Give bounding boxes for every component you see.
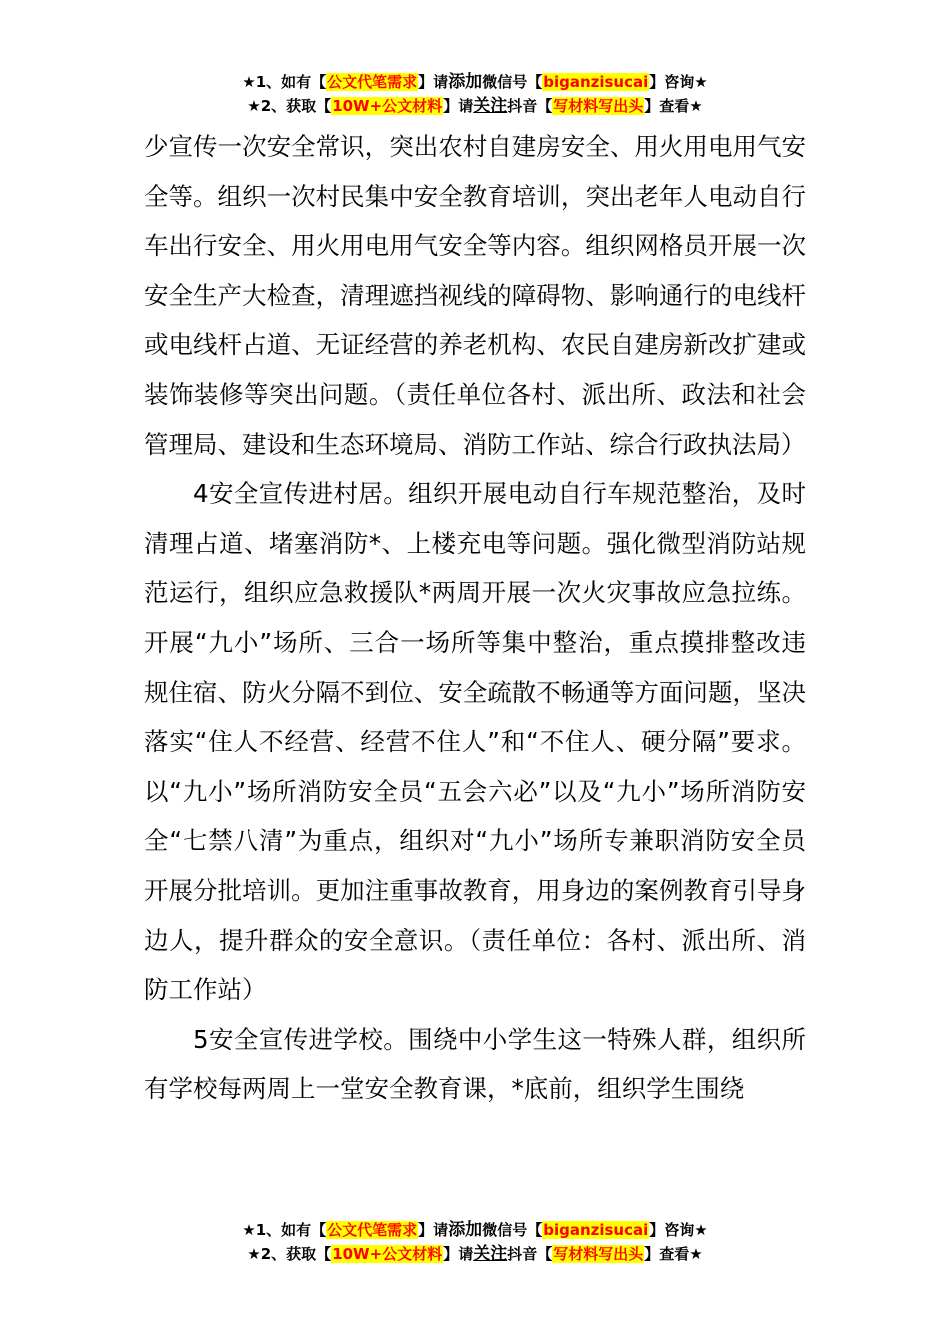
banner-text: 】查看★: [644, 97, 703, 115]
banner-text: 微信号【: [482, 73, 543, 91]
banner-text: ★2、获取【: [247, 1245, 332, 1263]
banner-highlight-service: 公文代笔需求: [327, 1221, 418, 1239]
banner-text: 微信号【: [482, 1221, 543, 1239]
banner-text: 】查看★: [644, 1245, 703, 1263]
banner-wechat-id: biganzisucai: [543, 1221, 649, 1239]
banner-douyin-account: 写材料写出头: [553, 1245, 644, 1263]
banner-text: ★1、如有【: [242, 1221, 327, 1239]
banner-text: 】请: [443, 97, 474, 115]
header-banner-line-1: [0, 70, 950, 94]
footer-banner-line-1: [0, 1218, 950, 1242]
header-banner: [0, 70, 950, 118]
banner-highlight-materials: 10W+公文材料: [332, 97, 443, 115]
banner-text: 】咨询★: [649, 73, 708, 91]
banner-emphasis: 添加: [448, 1220, 483, 1240]
paragraph-item-4: 4安全宣传进村居。组织开展电动自行车规范整治，及时清理占道、堵塞消防*、上楼充电等问题。强化微型消防站规范运行，组织应急救援队*两周开展一次火灾事故应急拉练。开展“九小”场所、三合一场所等集中整治，重点摸排整改违规住宿、防火分隔不到位、安全疏散不畅通等方面问题，坚决落实“住人不经营、经营不住人”和“不住人、硬分隔”要求。以“九小”场所消防安全员“五会六必”以及“九小”场所消防安全“七禁八清”为重点，组织对“九小”场所专兼职消防安全员开展分批培训。更加注重事故教育，用身边的案例教育引导身边人，提升群众的安全意识。（责任单位：各村、派出所、消防工作站）: [144, 479, 806, 1005]
banner-text: 】请: [443, 1245, 474, 1263]
banner-text: 抖音【: [507, 97, 553, 115]
paragraph-continued: 少宣传一次安全常识，突出农村自建房安全、用火用电用气安全等。组织一次村民集中安全教育培训，突出老年人电动自行车出行安全、用火用电用气安全等内容。组织网格员开展一次安全生产大检查，清理遮挡视线的障碍物、影响通行的电线杆或电线杆占道、无证经营的养老机构、农民自建房新改扩建或装饰装修等突出问题。（责任单位各村、派出所、政法和社会管理局、建设和生态环境局、消防工作站、综合行政执法局）: [144, 132, 806, 459]
banner-wechat-id: biganzisucai: [543, 73, 649, 91]
banner-highlight-service: 公文代笔需求: [327, 73, 418, 91]
banner-text: ★2、获取【: [247, 97, 332, 115]
header-banner-line-2: [0, 94, 950, 118]
banner-emphasis: 关注: [473, 1244, 508, 1264]
banner-text: 】咨询★: [649, 1221, 708, 1239]
banner-emphasis: 添加: [448, 72, 483, 92]
banner-text: 抖音【: [507, 1245, 553, 1263]
footer-banner: [0, 1218, 950, 1266]
document-body: [144, 122, 806, 1114]
banner-text: ★1、如有【: [242, 73, 327, 91]
banner-text: 】请: [418, 73, 449, 91]
banner-text: 】请: [418, 1221, 449, 1239]
banner-emphasis: 关注: [473, 96, 508, 116]
footer-banner-line-2: [0, 1242, 950, 1266]
paragraph-item-5: 5安全宣传进学校。围绕中小学生这一特殊人群，组织所有学校每两周上一堂安全教育课，*底前，组织学生围绕: [144, 1024, 806, 1104]
banner-highlight-materials: 10W+公文材料: [332, 1245, 443, 1263]
banner-douyin-account: 写材料写出头: [553, 97, 644, 115]
